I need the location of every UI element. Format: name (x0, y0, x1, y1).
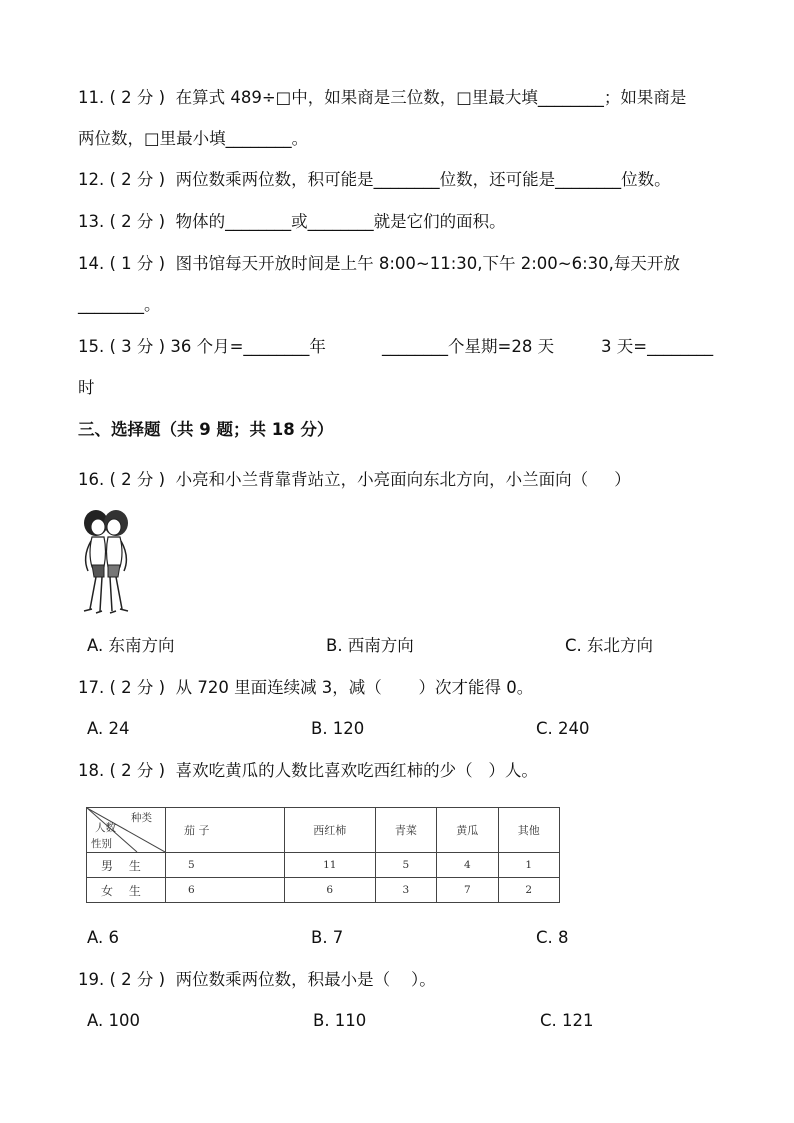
table-row (87, 878, 560, 903)
q16-stem: 16. ( 2 分 ) 小亮和小兰背靠背站立，小亮面向东北方向，小兰面向（ ） (78, 470, 631, 489)
q16-option-b[interactable]: B. 西南方向 (326, 636, 414, 655)
back-to-back-children-illustration (74, 505, 140, 617)
table-corner-cell (87, 808, 166, 853)
q19-stem: 19. ( 2 分 ) 两位数乘两位数，积最小是（ ）。 (78, 970, 436, 989)
table-cell: 5 (375, 853, 436, 878)
table-cell: 4 (437, 853, 498, 878)
q11-line2: 两位数，□里最小填________。 (78, 129, 309, 148)
q19-option-b[interactable]: B. 110 (313, 1011, 367, 1030)
table-cell: 11 (284, 853, 375, 878)
table-cell: 6 (166, 878, 285, 903)
q15-part2: ________个星期=28 天 (382, 337, 555, 356)
q18-option-a[interactable]: A. 6 (87, 928, 119, 947)
vegetable-preference-table (86, 807, 560, 903)
q17-option-c[interactable]: C. 240 (536, 719, 590, 738)
corner-label-count: 人数 (95, 822, 116, 834)
q17-option-a[interactable]: A. 24 (87, 719, 130, 738)
column-header: 青菜 (375, 808, 436, 853)
row-label: 女 生 (87, 878, 166, 903)
column-header: 茄 子 (166, 808, 285, 853)
table-cell: 1 (498, 853, 559, 878)
q11-line1: 11. ( 2 分 ) 在算式 489÷□中，如果商是三位数，□里最大填________；如果商是 (78, 88, 687, 107)
table-row (87, 853, 560, 878)
section-heading: 三、选择题（共 9 题；共 18 分） (78, 420, 334, 439)
q15-part3: 3 天=________ (601, 337, 714, 356)
q19-option-c[interactable]: C. 121 (540, 1011, 594, 1030)
q13-stem: 13. ( 2 分 ) 物体的________或________就是它们的面积。 (78, 212, 506, 231)
q17-stem: 17. ( 2 分 ) 从 720 里面连续减 3，减（ ）次才能得 0。 (78, 678, 534, 697)
q19-option-a[interactable]: A. 100 (87, 1011, 140, 1030)
q15-part1: 15. ( 3 分 ) 36 个月=________年 (78, 337, 326, 356)
table-cell: 3 (375, 878, 436, 903)
q12-stem: 12. ( 2 分 ) 两位数乘两位数，积可能是________位数，还可能是________位数。 (78, 170, 671, 189)
q18-option-b[interactable]: B. 7 (311, 928, 344, 947)
q18-option-c[interactable]: C. 8 (536, 928, 569, 947)
row-label: 男 生 (87, 853, 166, 878)
q14-line1: 14. ( 1 分 ) 图书馆每天开放时间是上午 8:00~11:30,下午 2:00~6:30,每天开放 (78, 254, 680, 273)
column-header: 西红柿 (284, 808, 375, 853)
table-cell: 2 (498, 878, 559, 903)
q17-option-b[interactable]: B. 120 (311, 719, 365, 738)
q15-line2: 时 (78, 378, 95, 397)
corner-label-type: 种类 (131, 812, 152, 824)
q16-option-c[interactable]: C. 东北方向 (565, 636, 654, 655)
q18-stem: 18. ( 2 分 ) 喜欢吃黄瓜的人数比喜欢吃西红柿的少（ ）人。 (78, 761, 538, 780)
q16-option-a[interactable]: A. 东南方向 (87, 636, 175, 655)
q14-line2: ________。 (78, 295, 161, 314)
column-header: 黄瓜 (437, 808, 498, 853)
corner-label-gender: 性别 (91, 838, 112, 850)
table-cell: 7 (437, 878, 498, 903)
table-cell: 5 (166, 853, 285, 878)
table-cell: 6 (284, 878, 375, 903)
column-header: 其他 (498, 808, 559, 853)
